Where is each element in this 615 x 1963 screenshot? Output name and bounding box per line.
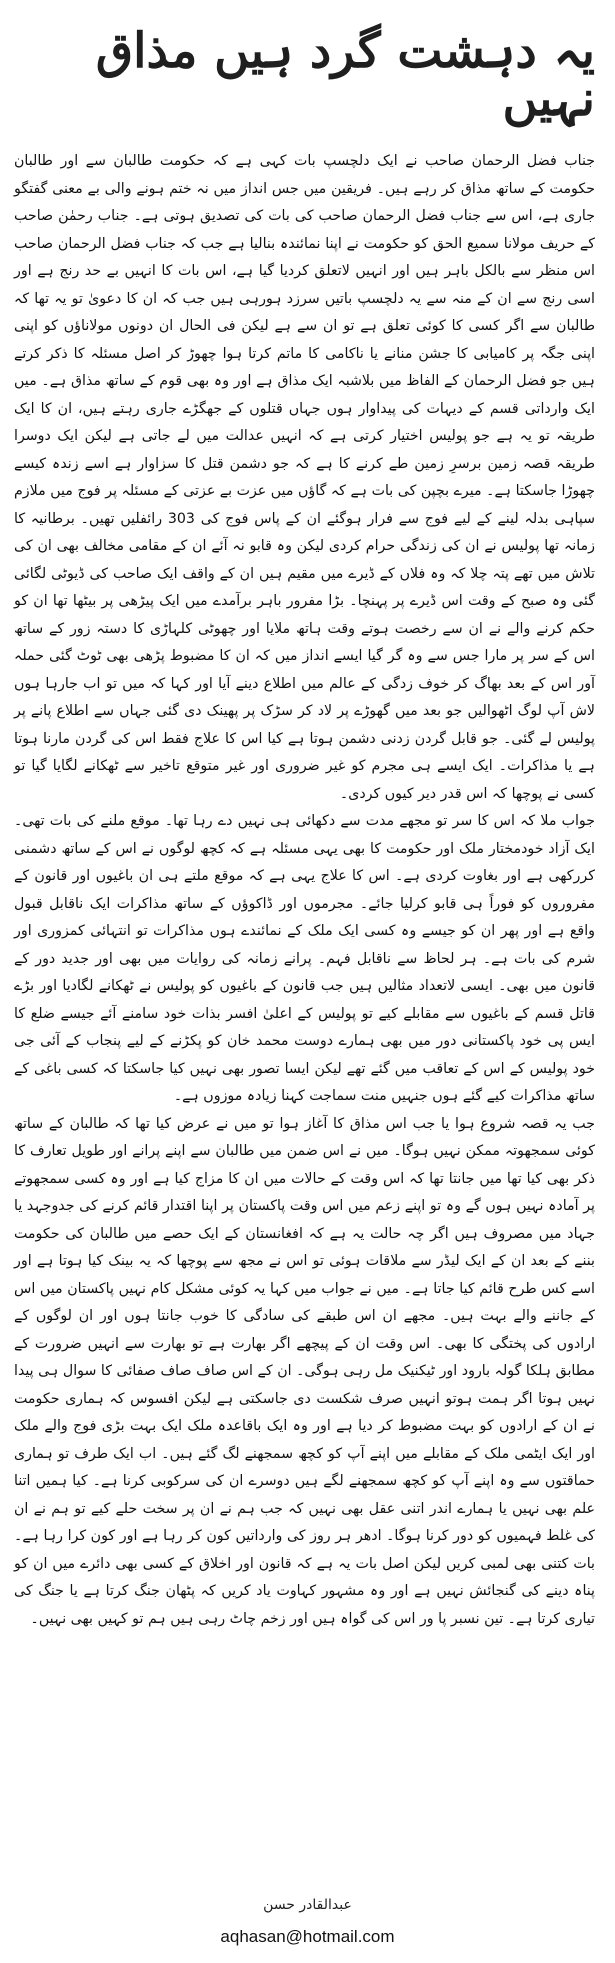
author-email[interactable]: aqhasan@hotmail.com: [220, 1927, 395, 1947]
paragraph: جب یہ قصہ شروع ہوا یا جب اس مذاق کا آغاز ہوا تو میں نے عرض کیا تھا کہ طالبان کے ساتھ کوئی سمجھوتہ ممکن نہیں ہوگا۔ میں نے اس ضمن میں طالبان سے اپنے پرانے اور طویل تعارف کا ذکر بھی کیا تھا میں جانتا تھا کہ اس وقت کے حالات میں ان کا مزاج کیا ہے اور وہ کسی سمجھوتے پر آمادہ نہیں ہوں گے وہ تو اپنے زعم میں اس وقت پاکستان پر اپنا اقتدار قائم کرنے کی جدوجہد یا جہاد میں مصروف ہیں اگر چہ حالت یہ ہے کہ افغانستان کے ایک حصے میں طالبان کی حکومت بننے کے بعد ان کے ایک لیڈر سے ملاقات ہوئی تو اس نے مجھ سے پوچھا کہ یہ بینک کیا ہوتا ہے اور اسے کس طرح قائم کیا جاتا ہے۔ میں نے جواب میں کہا یہ کوئی مشکل کام نہیں پاکستان میں اس کے جاننے والے بہت ہیں۔ مجھے ان اس طبقے کی سادگی کا خوب جانتا ہوں اور ان لوگوں کے ارادوں کی پختگی کا بھی۔ اس وقت ان کے پیچھے اگر بھارت ہے تو بھارت سے انہیں ضرورت کے مطابق ہلکا گولہ بارود اور ٹیکنیک مل رہی ہوگی۔ ان کے اس صاف صاف صفائی کا سوال ہی پیدا نہیں ہوتا اگر ہمت ہوتو انہیں صرف شکست دی جاسکتی ہے لیکن افسوس کہ ہماری حکومت نے ان کے ارادوں کو بہت مضبوط کر دیا ہے اور وہ ایک باقاعدہ ملک ایک بہت بڑی فوج والے ملک اور ایک ایٹمی ملک کے مقابلے میں اپنے آپ کو کچھ سمجھنے لگ گئے ہیں۔ اب ایک طرف تو ہماری حماقتوں سے وہ اپنے آپ کو کچھ سمجھنے لگے ہیں دوسرے ان کی سرکوبی کرنا ہے۔ کیا ہمیں اتنا علم بھی نہیں یا ہمارے اندر اتنی عقل بھی نہیں کہ جب ہم نے ان پر سخت حلے کیے تو ہم نے ان کی غلط فہمیوں کو دور کرنا ہوگا۔ ادھر ہر روز کی وارداتیں کون کر رہا ہے اور کون کرا رہا ہے۔ بات کتنی بھی لمبی کریں لیکن اصل بات یہ ہے کہ قانون اور اخلاق کے کسی بھی دائرے میں ان کو پناہ دینے کی گنجائش نہیں ہے اور وہ مشہور کہاوت یاد کریں کہ پٹھان جنگ کرتا ہے یا جنگ کی تیاری کرتا ہے۔ تین نسبر پا ور اس کی گواہ ہیں اور زخم چاٹ رہی ہیں ہم تو کہیں بھی نہیں۔: [14, 1115, 595, 1627]
article-body: [14, 148, 595, 1633]
article-page: [0, 23, 615, 1963]
paragraph: جواب ملا کہ اس کا سر تو مجھے مدت سے دکھائی ہی نہیں دے رہا تھا۔ موقع ملنے کی بات تھی۔ ایک آزاد خودمختار ملک اور حکومت کا بھی یہی مسئلہ ہے کہ کچھ لوگوں نے اس کے ساتھ دشمنی کررکھی ہے اور بغاوت کردی ہے۔ اس کا علاج یہی ہے کہ موقع ملتے ہی ان باغیوں اور قانون کے مفروروں کو فوراً ہی قابو کرلیا جائے۔ مجرموں اور ڈاکوؤں کے ساتھ مذاکرات ایک ناقابل قبول واقع ہے اور پھر ان کو جیسے وہ کسی ایک ملک کے نمائندے ہوں مذاکرات تو انتہائی کمزوری اور شرم کی بات ہے۔ ہر لحاظ سے ناقابل فہم۔ پرانے زمانہ کی روایات میں بھی اور جدید دور کے قانون میں بھی۔ ایسی لاتعداد مثالیں ہیں جب قانون کے باغیوں کو پولیس نے ٹھکانے لگادیا اور بڑے قاتل قسم کے باغیوں سے مقابلے کیے تو پولیس کے اعلیٰ افسر بذات خود سامنے آئے جیسے ضلع کا ایس پی خود پاکستانی دور میں بھی ہمارے دوست محمد خان کو پکڑنے کے لیے پنجاب کے آئی جی خود پولیس کے اس کے تعاقب میں گئے تھے لیکن ایسا تصور بھی نہیں کیا جاسکتا کہ کسی باغی کے ساتھ مذاکرات کیے گئے ہوں جنہیں منت سماجت کہنا زیادہ موزوں ہے۔: [14, 813, 596, 1105]
paragraph: جناب فضل الرحمان صاحب نے ایک دلچسپ بات کہی ہے کہ حکومت طالبان سے اور طالبان حکومت کے ساتھ مذاق کر رہے ہیں۔ فریقین میں جس انداز میں نہ ختم ہونے والی بے معنی گفتگو جاری ہے، اس سے جناب فضل الرحمان صاحب کی بات کی تصدیق ہوتی ہے۔ جناب رحمٰن صاحب کے حریف مولانا سمیع الحق کو حکومت نے اپنا نمائندہ بنالیا ہے جب کہ جناب فضل الرحمان صاحب اس منظر سے بالکل باہر ہیں اور انہیں لاتعلق کردیا گیا ہے، اس بات کا انہیں بے حد رنج ہے اور اسی رنج سے ان کے منہ سے یہ دلچسپ باتیں سرزد ہورہی ہیں جب کہ ان کا دعویٰ تو یہ تھا کہ طالبان سے اگر کسی کا کوئی تعلق ہے تو ان سے ہے لیکن فی الحال ان دونوں مولاناؤں کو اپنی اپنی جگہ پر کامیابی کا جشن منانے یا ناکامی کا ماتم کرتا ہوا چھوڑ کر اصل مسئلہ کا ذکر کرتے ہیں جو فضل الرحمان کے الفاظ میں بلاشبہ ایک مذاق ہے اور وہ بھی قوم کے ساتھ مذاق ہے۔ میں ایک وارداتی قسم کے دیہات کی پیداوار ہوں جہاں قتلوں کے جھگڑے جاری رہتے ہیں، ان کا ایک طریقہ تو یہ ہے جو پولیس اختیار کرتی ہے کہ انہیں عدالت میں لے جاتی ہے لیکن ایک دوسرا طریقہ قصہ زمین برسرِ زمین طے کرنے کا ہے کہ جو دشمن قتل کا سزاوار ہے اسے زندہ کیسے چھوڑا جاسکتا ہے۔ میرے بچپن کی بات ہے کہ گاؤں میں عزت بے عزتی کے مسئلہ پر فوج میں ملازم سپاہی بدلہ لینے کے لیے فوج سے فرار ہوگئے ان کے پاس فوج کی 303 رائفلیں تھیں۔ برطانیہ کا زمانہ تھا پولیس نے ان کی زندگی حرام کردی لیکن وہ قابو نہ آئے ان کے مقامی مخالف بھی ان کی تلاش میں تھے پتہ چلا کہ وہ فلاں کے ڈیرے میں مقیم ہیں ان کے واقف ایک صاحب کی ڈیوٹی لگائی گئی وہ صبح کے وقت اس ڈیرے پر پہنچا۔ بڑا مفرور باہر برآمدے میں ایک پیڑھی پر بیٹھا تھا ان کو حکم کرنے والے نے ان سے رخصت ہوتے وقت ہاتھ ملایا اور چھوٹی کلہاڑی کا دستہ زور کے ساتھ اس کے سر پر مارا جس سے وہ گر گیا ایسے انداز میں کہ ان کا مضبوط پڑھی بھی ٹوٹ گئی حملہ آور اس کے بعد بھاگ کر خوف زدگی کے عالم میں اطلاع دینے آیا اور کہا کہ میں تو اب جارہا ہوں لاش آپ لوگ اٹھوالیں جو بعد میں گھوڑے پر لاد کر سڑک پر پھینک دی گئی جہاں سے اطلاع پانے پر پولیس لے گئی۔ جو قابل گردن زدنی دشمن ہوتا ہے کیا اس کا علاج فقط اس کی گردن مارنا ہوتا ہے یا مذاکرات۔ ایک ایسے ہی مجرم کو غیر ضروری اور غیر متوقع تاخیر سے ٹھکانے لگایا گیا تو کسی نے پوچھا کہ اس قدر دیر کیوں کردی۔: [14, 153, 595, 802]
author-name: عبدالقادر حسن: [263, 1897, 352, 1914]
headline: یہ دہشت گرد ہیں مذاق نہیں: [95, 23, 595, 128]
